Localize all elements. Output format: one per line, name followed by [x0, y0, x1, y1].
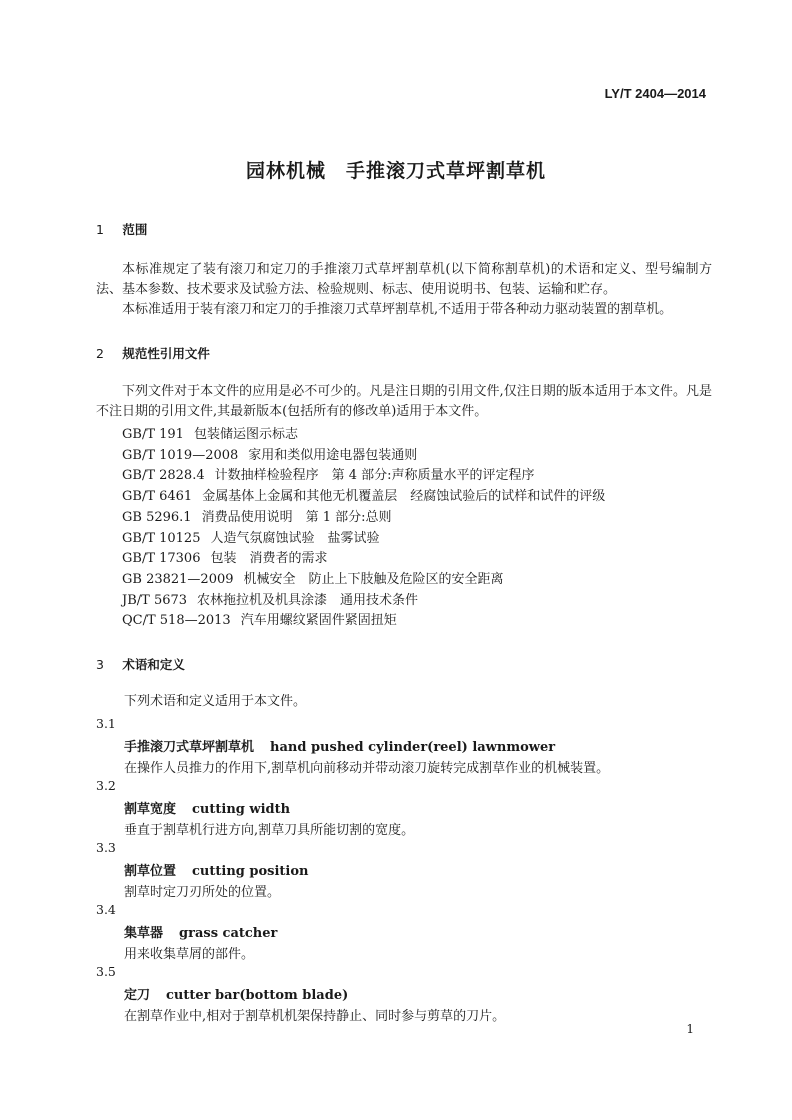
term-definition: 在割草作业中,相对于割草机机架保持静止、同时参与剪草的刀片。	[124, 1009, 506, 1024]
term-definition: 垂直于割草机行进方向,割草刀具所能切割的宽度。	[124, 823, 415, 838]
reference-item	[122, 570, 605, 591]
reference-title: 机械安全 防止上下肢触及危险区的安全距离	[243, 571, 504, 587]
reference-title: 消费品使用说明 第 1 部分:总则	[201, 509, 392, 525]
section-1-heading	[96, 220, 147, 238]
term-number: 3.4	[96, 902, 116, 917]
term-en: cutting width	[192, 802, 291, 817]
document-title: 园林机械 手推滚刀式草坪割草机	[245, 160, 546, 182]
term-definition: 用来收集草屑的部件。	[124, 947, 255, 962]
term-zh: 手推滚刀式草坪割草机	[124, 740, 255, 755]
term-heading	[124, 984, 348, 1003]
reference-item	[122, 611, 605, 632]
page-number: 1	[686, 1022, 694, 1036]
section-number: 3	[96, 657, 104, 672]
reference-item	[122, 425, 605, 446]
term-zh: 集草器	[124, 926, 164, 941]
term-en: cutter bar(bottom blade)	[166, 988, 349, 1003]
reference-code: GB/T 17306	[122, 551, 201, 567]
reference-title: 包装储运图示标志	[193, 427, 298, 442]
reference-code: JB/T 5673	[122, 592, 188, 608]
term-zh: 割草宽度	[124, 802, 177, 817]
term-en: grass catcher	[179, 926, 278, 941]
section-title: 术语和定义	[122, 657, 185, 672]
term-heading	[124, 922, 277, 941]
term-number: 3.2	[96, 778, 116, 793]
reference-item	[122, 591, 605, 612]
term-definition: 割草时定刀刃所处的位置。	[124, 885, 281, 900]
term-heading	[124, 798, 290, 817]
term-number: 3.5	[96, 964, 116, 979]
term-number: 3.1	[96, 716, 116, 731]
term-definition: 在操作人员推力的作用下,割草机向前移动并带动滚刀旋转完成割草作业的机械装置。	[124, 761, 610, 776]
section-number: 2	[96, 346, 104, 361]
section-3-heading	[96, 655, 185, 673]
term-en: cutting position	[192, 864, 309, 879]
standard-code: LY/T 2404—2014	[604, 86, 706, 101]
scope-paragraph-1: 本标准规定了装有滚刀和定刀的手推滚刀式草坪割草机(以下简称割草机)的术语和定义、型号编制方法、基本参数、技术要求及试验方法、检验规则、标志、使用说明书、包装、运输和贮存。	[96, 262, 712, 297]
section-2-heading	[96, 344, 210, 362]
section-title: 范围	[122, 222, 148, 237]
reference-item	[122, 529, 605, 550]
reference-code: QC/T 518—2013	[122, 613, 231, 629]
reference-title: 农林拖拉机及机具涂漆 通用技术条件	[197, 592, 419, 608]
term-number: 3.3	[96, 840, 116, 855]
scope-paragraph-2: 本标准适用于装有滚刀和定刀的手推滚刀式草坪割草机,不适用于带各种动力驱动装置的割草机。	[122, 302, 673, 317]
reference-code: GB 5296.1	[122, 509, 192, 525]
reference-code: GB/T 2828.4	[122, 468, 205, 484]
section-number: 1	[96, 222, 104, 237]
reference-item	[122, 549, 605, 570]
reference-code: GB/T 191	[122, 427, 184, 442]
reference-item	[122, 466, 605, 487]
reference-title: 金属基体上金属和其他无机覆盖层 经腐蚀试验后的试样和试件的评级	[202, 489, 606, 505]
references-intro: 下列文件对于本文件的应用是必不可少的。凡是注日期的引用文件,仅注日期的版本适用于本文件。凡是不注日期的引用文件,其最新版本(包括所有的修改单)适用于本文件。	[96, 384, 712, 419]
reference-code: GB 23821—2009	[122, 571, 234, 587]
reference-title: 包装 消费者的需求	[210, 551, 328, 567]
term-heading	[124, 736, 555, 755]
section-title: 规范性引用文件	[122, 346, 210, 361]
term-heading	[124, 860, 308, 879]
reference-title: 汽车用螺纹紧固件紧固扭矩	[240, 613, 397, 629]
normative-references-list	[122, 425, 605, 632]
reference-code: GB/T 1019—2008	[122, 447, 239, 463]
term-en: hand pushed cylinder(reel) lawnmower	[270, 740, 556, 755]
reference-code: GB/T 6461	[122, 489, 193, 505]
reference-item	[122, 446, 605, 467]
reference-item	[122, 508, 605, 529]
reference-title: 计数抽样检验程序 第 4 部分:声称质量水平的评定程序	[214, 468, 535, 484]
reference-code: GB/T 10125	[122, 530, 201, 546]
reference-item	[122, 487, 605, 508]
term-zh: 割草位置	[124, 864, 177, 879]
reference-title: 家用和类似用途电器包装通则	[248, 447, 418, 463]
reference-title: 人造气氛腐蚀试验 盐雾试验	[210, 530, 380, 546]
terms-intro: 下列术语和定义适用于本文件。	[124, 694, 307, 709]
term-zh: 定刀	[124, 988, 151, 1003]
